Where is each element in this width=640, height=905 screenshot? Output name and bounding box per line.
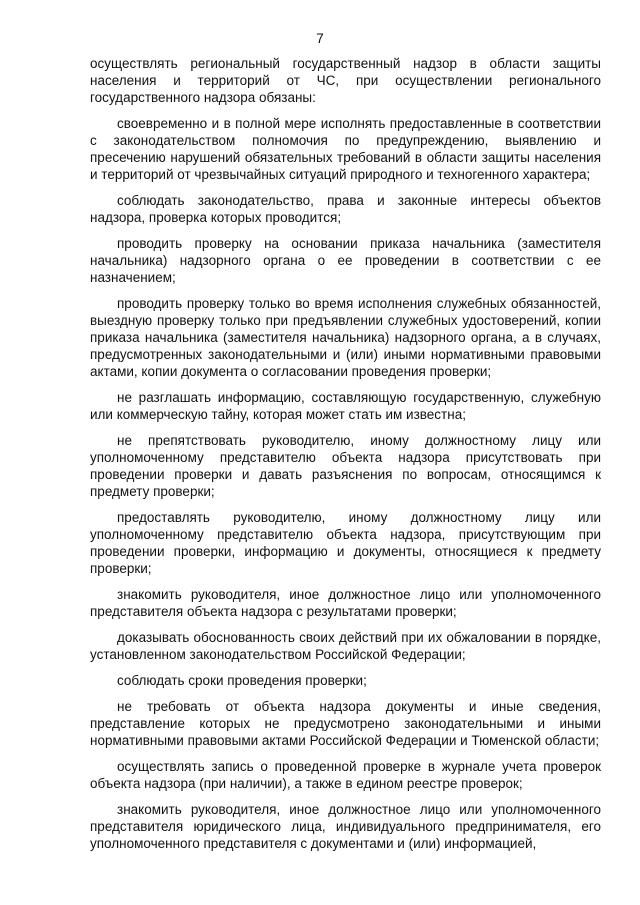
paragraph: проводить проверку на основании приказа начальника (заместителя начальника) надзорного органа о ее проведении в соответствии с ее назначением; xyxy=(90,236,601,285)
document-body xyxy=(90,55,601,861)
paragraph: своевременно и в полной мере исполнять предоставленные в соответствии с законодательством полномочия по предупреждению, выявлению и пресечению нарушений обязательных требований в области защиты населения и территорий от чрезвычайных ситуаций природного и техногенного характера; xyxy=(90,116,601,182)
paragraph: осуществлять запись о проведенной проверке в журнале учета проверок объекта надзора (при наличии), а также в едином реестре проверок; xyxy=(90,759,601,791)
paragraph: не требовать от объекта надзора документы и иные сведения, представление которых не предусмотрено законодательными и иными нормативными правовыми актами Российской Федерации и Тюменской области; xyxy=(90,699,601,748)
paragraph: доказывать обоснованность своих действий при их обжаловании в порядке, установленном законодательством Российской Федерации; xyxy=(90,630,601,662)
paragraph: соблюдать законодательство, права и законные интересы объектов надзора, проверка которых проводится; xyxy=(90,193,601,225)
paragraph: знакомить руководителя, иное должностное лицо или уполномоченного представителя объекта надзора с результатами проверки; xyxy=(90,587,601,619)
page-number: 7 xyxy=(316,31,324,46)
paragraph: не препятствовать руководителю, иному должностному лицу или уполномоченному представителю объекта надзора присутствовать при проведении проверки и давать разъяснения по вопросам, относящимся к предмету проверки; xyxy=(90,433,601,499)
paragraph: знакомить руководителя, иное должностное лицо или уполномоченного представителя юридического лица, индивидуального предпринимателя, его уполномоченного представителя с документами и (или) информацией, xyxy=(90,802,601,851)
paragraph: предоставлять руководителю, иному должностному лицу или уполномоченному представителю объекта надзора, присутствующим при проведении проверки, информацию и документы, относящиеся к предмету проверки; xyxy=(90,510,601,576)
paragraph: осуществлять региональный государственный надзор в области защиты населения и территорий от ЧС, при осуществлении регионального государственного надзора обязаны: xyxy=(90,56,601,105)
paragraph: соблюдать сроки проведения проверки; xyxy=(117,673,367,688)
paragraph: не разглашать информацию, составляющую государственную, служебную или коммерческую тайну, которая может стать им известна; xyxy=(90,390,601,422)
paragraph: проводить проверку только во время исполнения служебных обязанностей, выездную проверку только при предъявлении служебных удостоверений, копии приказа начальника (заместителя начальника) надзорного органа, а в случаях, предусмотренных законодательными и (или) иными нормативными правовыми актами, копии документа о согласовании проведения проверки; xyxy=(90,296,601,379)
